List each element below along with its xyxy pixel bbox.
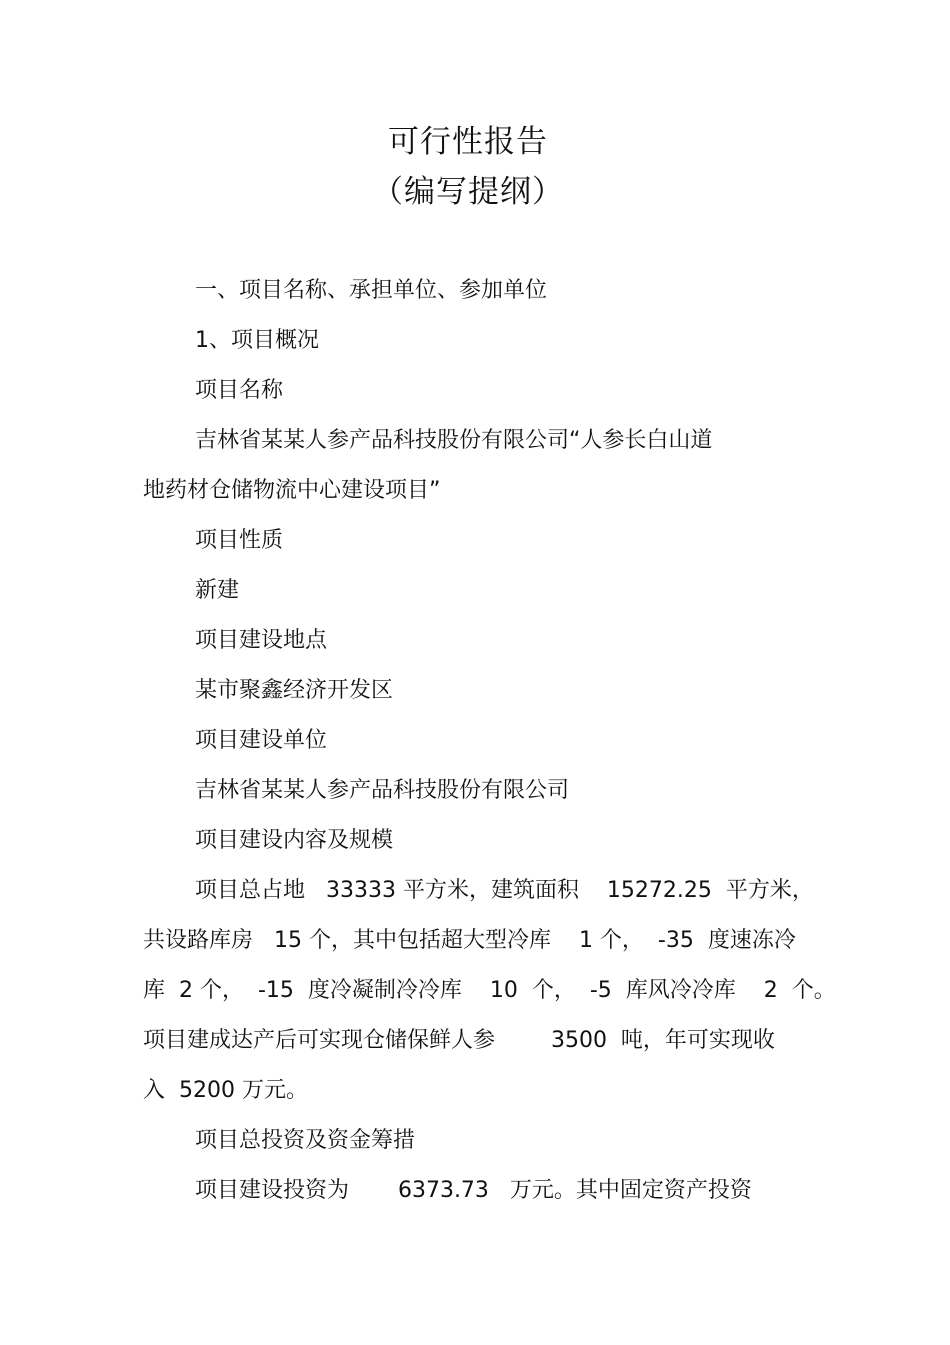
field-label-unit: 项目建设单位 xyxy=(195,728,328,753)
location-value: 某市聚鑫经济开发区 xyxy=(195,678,394,703)
project-name-line-2: 地药材仓储物流中心建设项目” xyxy=(143,478,441,503)
content-scale-line-1: 项目总占地 33333 平方米，建筑面积 15272.25 平方米， xyxy=(195,878,814,903)
investment-line-1: 项目建设投资为 6373.73 万元。其中固定资产投资 xyxy=(195,1178,752,1203)
document-title: 可行性报告 xyxy=(388,124,548,160)
document-subtitle: （编写提纲） xyxy=(372,174,564,210)
unit-value: 吉林省某某人参产品科技股份有限公司 xyxy=(195,778,570,803)
field-label-project-nature: 项目性质 xyxy=(195,528,284,553)
content-scale-line-4: 项目建成达产后可实现仓储保鲜人参 3500 吨，年可实现收 xyxy=(143,1028,775,1053)
content-scale-line-3: 库 2 个， -15 度冷凝制冷冷库 10 个， -5 库风冷冷库 2 个。 xyxy=(143,978,836,1003)
subsection-heading: 1、项目概况 xyxy=(195,328,319,353)
project-name-line-1: 吉林省某某人参产品科技股份有限公司“人参长白山道 xyxy=(195,428,713,453)
field-label-project-name: 项目名称 xyxy=(195,378,284,403)
content-scale-line-2: 共设路库房 15 个，其中包括超大型冷库 1 个， -35 度速冻冷 xyxy=(143,928,796,953)
content-scale-line-5: 入 5200 万元。 xyxy=(143,1078,308,1103)
section-heading: 一、项目名称、承担单位、参加单位 xyxy=(195,278,548,303)
project-nature-value: 新建 xyxy=(195,578,240,603)
field-label-content-scale: 项目建设内容及规模 xyxy=(195,828,394,853)
field-label-location: 项目建设地点 xyxy=(195,628,328,653)
field-label-investment: 项目总投资及资金筹措 xyxy=(195,1128,416,1153)
